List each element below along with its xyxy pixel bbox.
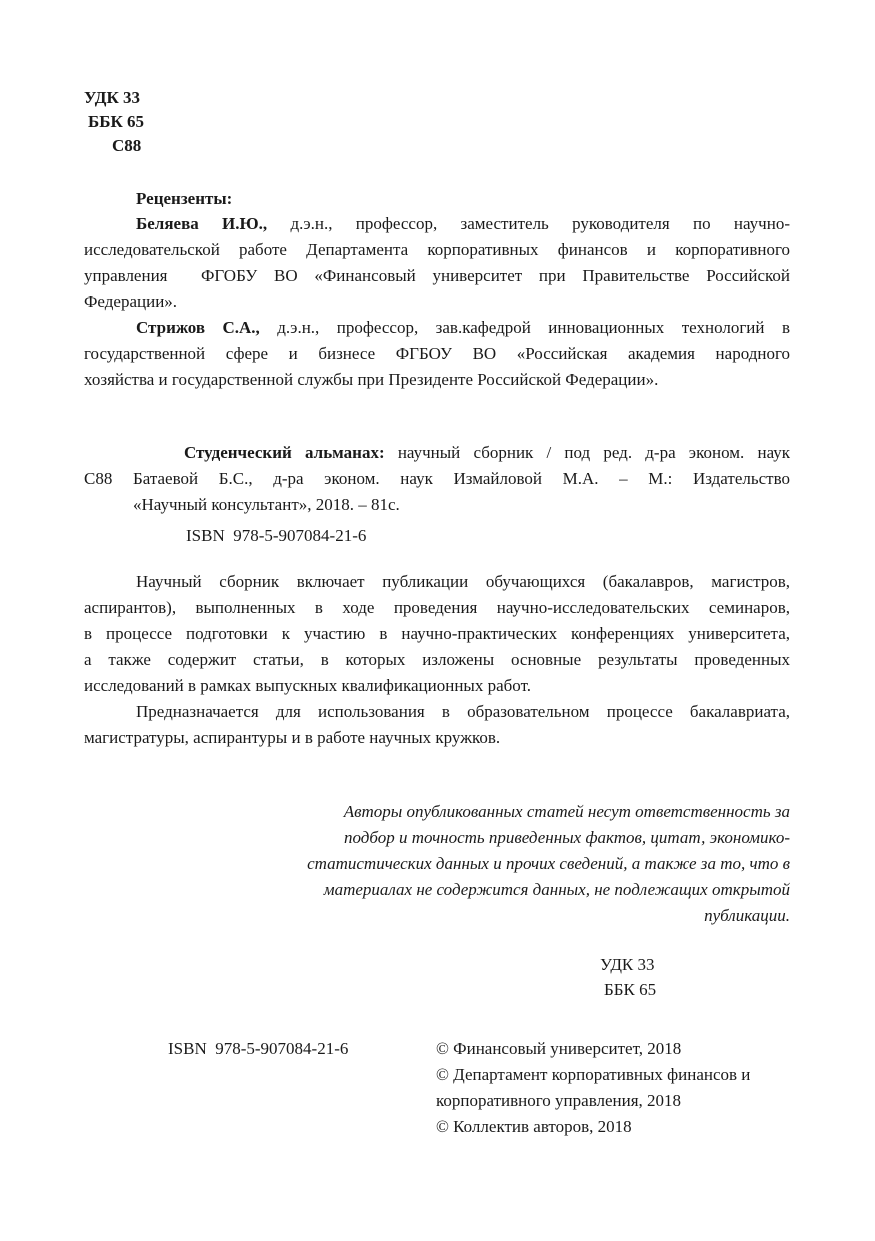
reviewer-1-line-4: Федерации».: [84, 292, 178, 311]
bottom-udk: УДК 33: [600, 955, 655, 974]
reviewer-1-line-2: исследовательской работе Департамента корпоративных финансов и корпоративного: [84, 240, 790, 259]
abstract-line-3: в процессе подготовки к участию в научно-практических конференциях университета,: [84, 624, 790, 643]
disclaimer: [230, 799, 790, 929]
biblio-author-mark: С88: [84, 469, 113, 488]
biblio-line-3: «Научный консультант», 2018. – 81с.: [133, 495, 400, 514]
biblio-line-2: Батаевой Б.С., д-ра эконом. наук Измайловой М.А. – М.: Издательство: [133, 469, 790, 488]
reviewer-2-name: Стрижов С.А.,: [136, 318, 260, 337]
disclaimer-line-1: Авторы опубликованных статей несут ответственность за: [343, 802, 790, 821]
bibliographic-record: [84, 440, 790, 518]
copyright-2: © Департамент корпоративных финансов и: [436, 1065, 751, 1084]
disclaimer-line-5: публикации.: [704, 906, 790, 925]
reviewer-2-line-1: д.э.н., профессор, зав.кафедрой инновационных технологий в: [277, 318, 790, 337]
copyright-4: © Коллектив авторов, 2018: [436, 1117, 632, 1136]
bottom-bbk: ББК 65: [604, 980, 657, 999]
abstract-line-1: Научный сборник включает публикации обучающихся (бакалавров, магистров,: [136, 572, 790, 591]
disclaimer-line-3: статистических данных и прочих сведений, а также за то, что в: [307, 854, 790, 873]
abstract-line-6: Предназначается для использования в образовательном процессе бакалавриата,: [136, 702, 790, 721]
reviewer-2: [84, 315, 790, 393]
abstract-line-7: магистратуры, аспирантуры и в работе научных кружков.: [84, 728, 501, 747]
disclaimer-line-4: материалах не содержится данных, не подлежащих открытой: [323, 880, 790, 899]
biblio-line-1: научный сборник / под ред. д-ра эконом. наук: [397, 443, 791, 462]
reviewer-1-name: Беляева И.Ю.,: [136, 214, 268, 233]
footer-isbn: ISBN 978-5-907084-21-6: [168, 1039, 349, 1058]
abstract-line-5: исследований в рамках выпускных квалификационных работ.: [84, 676, 531, 695]
abstract-line-2: аспирантов), выполненных в ходе проведения научно-исследовательских семинаров,: [84, 598, 790, 617]
reviewer-2-line-2: государственной сфере и бизнесе ФГБОУ ВО «Российская академия народного: [84, 344, 790, 363]
copyright-3: корпоративного управления, 2018: [436, 1091, 682, 1110]
copyright-block: [436, 1036, 750, 1140]
bottom-codes: [600, 952, 656, 1002]
abstract-line-4: а также содержит статьи, в которых изложены основные результаты проведенных: [84, 650, 790, 669]
reviewer-1-line-1: д.э.н., профессор, заместитель руководителя по научно-: [290, 214, 790, 233]
reviewers-heading: Рецензенты:: [136, 189, 233, 208]
udk-code: УДК 33: [84, 88, 141, 107]
reviewer-1: [84, 211, 790, 315]
biblio-isbn: ISBN 978-5-907084-21-6: [186, 526, 367, 545]
book-title: Студенческий альманах:: [184, 443, 385, 462]
bbk-code: ББК 65: [88, 112, 145, 131]
reviewer-1-line-3: управления ФГОБУ ВО «Финансовый университет при Правительстве Российской: [84, 266, 790, 285]
reviewer-2-line-3: хозяйства и государственной службы при Президенте Российской Федерации».: [84, 370, 659, 389]
author-mark: С88: [112, 136, 142, 155]
abstract: [84, 569, 790, 751]
copyright-1: © Финансовый университет, 2018: [436, 1039, 682, 1058]
classification-codes: [84, 86, 144, 158]
disclaimer-line-2: подбор и точность приведенных фактов, цитат, экономико-: [344, 828, 790, 847]
